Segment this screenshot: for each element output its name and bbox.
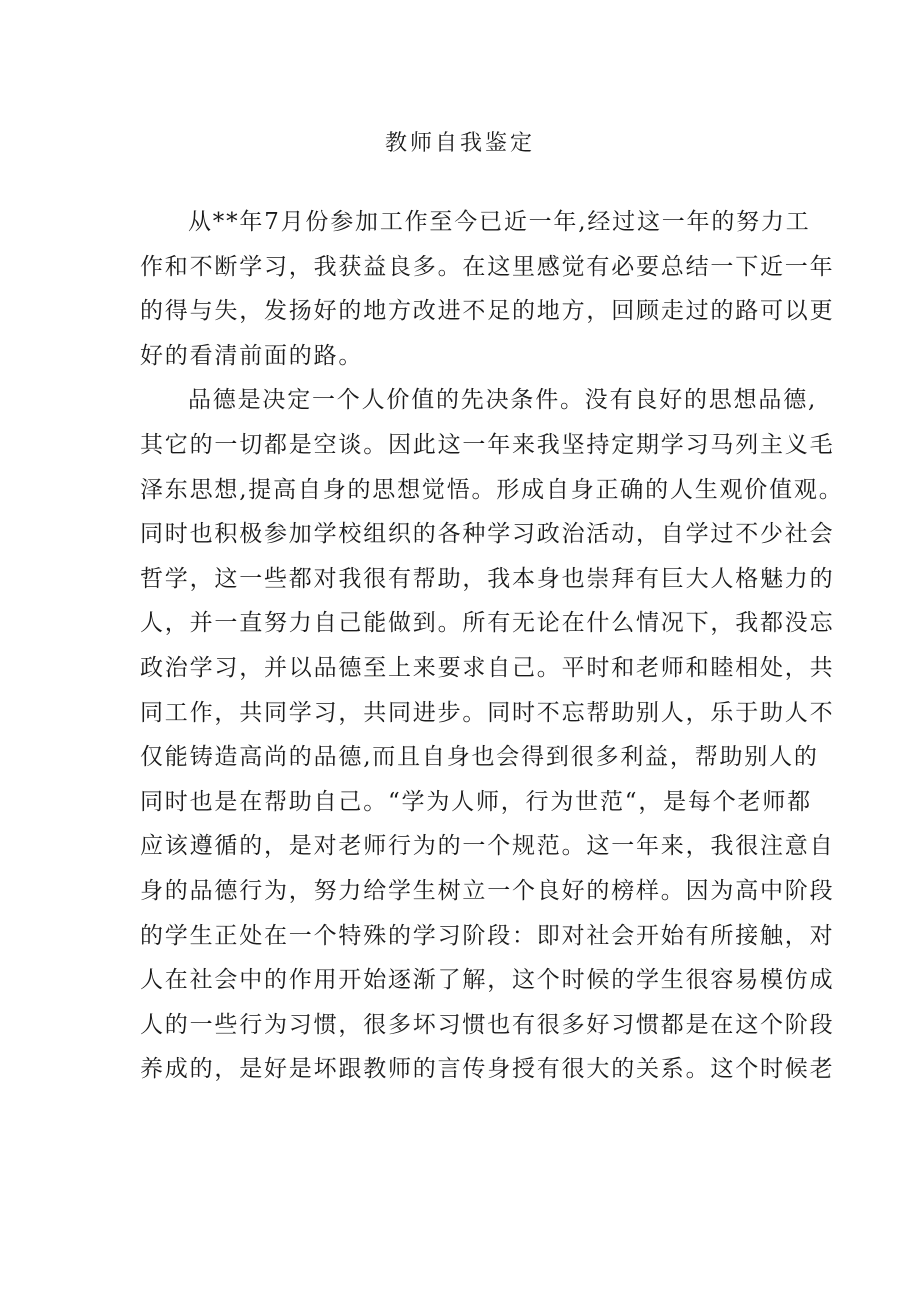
text-line: 从**年7月份参加工作至今已近一年,经过这一年的努力工	[188, 209, 811, 235]
text-line: 身的品德行为，努力给学生树立一个良好的榜样。因为高中阶段	[140, 877, 835, 904]
text-line: 同时也是在帮助自己。“学为人师，行为世范“，是每个老师都	[140, 788, 812, 815]
document-title: 教师自我鉴定	[384, 131, 535, 156]
text-line: 的学生正处在一个特殊的学习阶段：即对社会开始有所接触，对	[140, 922, 835, 949]
text-line: 同时也积极参加学校组织的各种学习政治活动，自学过不少社会	[140, 521, 835, 548]
text-line: 仅能铸造高尚的品德,而且自身也会得到很多利益，帮助别人的	[140, 744, 819, 771]
text-line: 作和不断学习，我获益良多。在这里感觉有必要总结一下近一年	[140, 253, 835, 280]
text-line: 品德是决定一个人价值的先决条件。没有良好的思想品德,	[188, 387, 818, 414]
text-line: 人，并一直努力自己能做到。所有无论在什么情况下，我都没忘	[140, 610, 835, 637]
text-line: 同工作，共同学习，共同进步。同时不忘帮助别人，乐于助人不	[140, 699, 835, 726]
text-line: 泽东思想,提高自身的思想觉悟。形成自身正确的人生观价值观。	[140, 476, 844, 503]
text-line: 好的看清前面的路。	[140, 342, 364, 369]
text-line: 应该遵循的，是对老师行为的一个规范。这一年来，我很注意自	[140, 833, 835, 860]
document-body	[140, 200, 844, 1092]
text-line: 政治学习，并以品德至上来要求自己。平时和老师和睦相处，共	[140, 654, 835, 681]
text-line: 的得与失，发扬好的地方改进不足的地方，回顾走过的路可以更	[140, 298, 835, 325]
text-line: 养成的，是好是坏跟教师的言传身授有很大的关系。这个时候老	[140, 1056, 835, 1083]
text-line: 人在社会中的作用开始逐渐了解，这个时候的学生很容易模仿成	[140, 967, 835, 994]
text-line: 人的一些行为习惯，很多坏习惯也有很多好习惯都是在这个阶段	[140, 1011, 835, 1038]
text-line: 其它的一切都是空谈。因此这一年来我坚持定期学习马列主义毛	[140, 431, 835, 458]
text-line: 哲学，这一些都对我很有帮助，我本身也崇拜有巨大人格魅力的	[140, 565, 835, 592]
